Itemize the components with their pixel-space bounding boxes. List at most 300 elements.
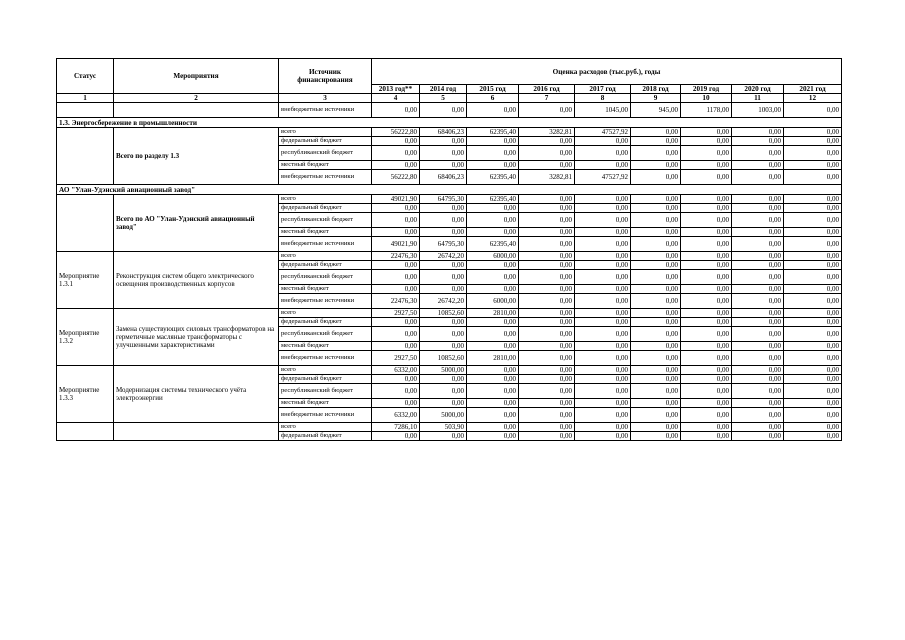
value-cell: 0,00 <box>732 351 784 366</box>
value-cell: 0,00 <box>420 384 467 399</box>
status-cell: Мероприятие 1.3.3 <box>57 366 114 423</box>
value-cell: 0,00 <box>467 318 519 327</box>
value-cell: 0,00 <box>575 423 631 432</box>
value-cell: 0,00 <box>372 318 420 327</box>
column-number: 5 <box>420 94 467 103</box>
value-cell: 0,00 <box>575 146 631 161</box>
value-cell: 0,00 <box>519 366 575 375</box>
value-cell: 49021,90 <box>372 237 420 252</box>
value-cell: 0,00 <box>372 285 420 294</box>
value-cell: 49021,90 <box>372 195 420 204</box>
value-cell: 0,00 <box>519 270 575 285</box>
section-title: АО "Улан-Удэнский авиационный завод" <box>57 185 842 195</box>
value-cell: 0,00 <box>631 408 681 423</box>
value-cell: 3282,81 <box>519 128 575 137</box>
value-cell: 0,00 <box>681 399 732 408</box>
value-cell: 0,00 <box>784 237 842 252</box>
value-cell: 0,00 <box>631 384 681 399</box>
value-cell: 0,00 <box>467 103 519 118</box>
total-label: Всего по АО "Улан-Удэнский авиационный завод" <box>114 195 279 252</box>
value-cell: 0,00 <box>420 342 467 351</box>
activity-cell: Реконструкция систем общего электрического освещения производственных корпусов <box>114 252 279 309</box>
value-cell: 0,00 <box>784 432 842 441</box>
year-header: 2017 год <box>575 85 631 94</box>
header-source: Источник финансирования <box>279 59 372 94</box>
value-cell: 0,00 <box>575 213 631 228</box>
year-header: 2021 год <box>784 85 842 94</box>
value-cell: 0,00 <box>467 285 519 294</box>
value-cell: 0,00 <box>732 137 784 146</box>
activity-cell: Модернизация системы технического учёта электроэнергии <box>114 366 279 423</box>
value-cell: 0,00 <box>681 285 732 294</box>
value-cell: 0,00 <box>519 285 575 294</box>
value-cell: 6332,00 <box>372 408 420 423</box>
value-cell: 0,00 <box>575 375 631 384</box>
value-cell: 0,00 <box>575 351 631 366</box>
source-cell: федеральный бюджет <box>279 318 372 327</box>
value-cell: 945,00 <box>631 103 681 118</box>
source-cell: всего <box>279 128 372 137</box>
value-cell: 0,00 <box>732 366 784 375</box>
value-cell: 0,00 <box>420 146 467 161</box>
value-cell: 0,00 <box>420 228 467 237</box>
value-cell: 0,00 <box>575 432 631 441</box>
value-cell: 0,00 <box>420 204 467 213</box>
value-cell: 0,00 <box>575 252 631 261</box>
value-cell: 0,00 <box>372 399 420 408</box>
value-cell: 0,00 <box>519 318 575 327</box>
value-cell: 0,00 <box>631 270 681 285</box>
value-cell: 7286,10 <box>372 423 420 432</box>
value-cell: 0,00 <box>372 375 420 384</box>
table-row <box>57 366 842 375</box>
source-cell: внебюджетные источники <box>279 237 372 252</box>
value-cell: 0,00 <box>681 432 732 441</box>
value-cell: 0,00 <box>732 309 784 318</box>
value-cell: 0,00 <box>732 432 784 441</box>
value-cell: 0,00 <box>420 137 467 146</box>
value-cell: 0,00 <box>519 261 575 270</box>
source-cell: федеральный бюджет <box>279 375 372 384</box>
value-cell: 0,00 <box>519 351 575 366</box>
value-cell: 0,00 <box>519 423 575 432</box>
table-row <box>57 423 842 432</box>
value-cell: 0,00 <box>420 399 467 408</box>
value-cell: 0,00 <box>784 423 842 432</box>
value-cell: 0,00 <box>420 432 467 441</box>
source-cell: внебюджетные источники <box>279 103 372 118</box>
value-cell: 0,00 <box>784 195 842 204</box>
value-cell: 64795,30 <box>420 195 467 204</box>
value-cell: 62395,40 <box>467 195 519 204</box>
value-cell: 68406,23 <box>420 170 467 185</box>
value-cell: 0,00 <box>372 228 420 237</box>
table-row <box>57 195 842 204</box>
value-cell: 0,00 <box>784 384 842 399</box>
value-cell: 0,00 <box>784 137 842 146</box>
header-estimate: Оценка расходов (тыс.руб.), годы <box>372 59 842 85</box>
value-cell: 0,00 <box>519 432 575 441</box>
value-cell: 0,00 <box>467 399 519 408</box>
value-cell: 0,00 <box>631 128 681 137</box>
column-number: 2 <box>114 94 279 103</box>
value-cell: 0,00 <box>631 161 681 170</box>
table-row <box>57 128 842 137</box>
value-cell: 0,00 <box>732 161 784 170</box>
value-cell: 0,00 <box>681 161 732 170</box>
value-cell: 62395,40 <box>467 237 519 252</box>
value-cell: 0,00 <box>467 384 519 399</box>
value-cell: 0,00 <box>372 161 420 170</box>
value-cell: 0,00 <box>784 103 842 118</box>
value-cell: 0,00 <box>784 161 842 170</box>
value-cell: 0,00 <box>732 252 784 261</box>
value-cell: 0,00 <box>575 270 631 285</box>
column-number: 11 <box>732 94 784 103</box>
value-cell: 0,00 <box>631 213 681 228</box>
year-header: 2013 год** <box>372 85 420 94</box>
status-cell: Мероприятие 1.3.2 <box>57 309 114 366</box>
value-cell: 0,00 <box>372 342 420 351</box>
value-cell: 0,00 <box>681 342 732 351</box>
value-cell: 0,00 <box>784 318 842 327</box>
source-cell: местный бюджет <box>279 342 372 351</box>
header-activity: Мероприятия <box>114 59 279 94</box>
column-number: 12 <box>784 94 842 103</box>
value-cell: 0,00 <box>631 342 681 351</box>
activity-cell <box>114 423 279 441</box>
source-cell: внебюджетные источники <box>279 170 372 185</box>
value-cell: 0,00 <box>681 146 732 161</box>
year-header: 2018 год <box>631 85 681 94</box>
column-number: 3 <box>279 94 372 103</box>
value-cell: 0,00 <box>631 170 681 185</box>
value-cell: 0,00 <box>784 399 842 408</box>
value-cell: 0,00 <box>372 146 420 161</box>
value-cell: 0,00 <box>420 285 467 294</box>
value-cell: 6000,00 <box>467 294 519 309</box>
value-cell: 0,00 <box>732 423 784 432</box>
value-cell: 0,00 <box>575 285 631 294</box>
value-cell: 0,00 <box>784 294 842 309</box>
activity-cell <box>114 103 279 118</box>
value-cell: 62395,40 <box>467 170 519 185</box>
value-cell: 0,00 <box>631 237 681 252</box>
source-cell: всего <box>279 309 372 318</box>
value-cell: 22476,30 <box>372 294 420 309</box>
value-cell: 0,00 <box>732 384 784 399</box>
value-cell: 0,00 <box>784 261 842 270</box>
value-cell: 0,00 <box>732 213 784 228</box>
value-cell: 0,00 <box>467 375 519 384</box>
value-cell: 0,00 <box>372 204 420 213</box>
source-cell: федеральный бюджет <box>279 261 372 270</box>
source-cell: внебюджетные источники <box>279 408 372 423</box>
value-cell: 0,00 <box>467 366 519 375</box>
value-cell: 0,00 <box>420 375 467 384</box>
source-cell: всего <box>279 366 372 375</box>
value-cell: 0,00 <box>732 408 784 423</box>
value-cell: 2927,50 <box>372 351 420 366</box>
value-cell: 0,00 <box>784 128 842 137</box>
value-cell: 0,00 <box>467 204 519 213</box>
value-cell: 0,00 <box>631 137 681 146</box>
source-cell: местный бюджет <box>279 399 372 408</box>
value-cell: 0,00 <box>519 342 575 351</box>
source-cell: республиканский бюджет <box>279 146 372 161</box>
value-cell: 2810,00 <box>467 309 519 318</box>
value-cell: 0,00 <box>575 399 631 408</box>
value-cell: 0,00 <box>784 351 842 366</box>
year-header: 2015 год <box>467 85 519 94</box>
value-cell: 0,00 <box>631 327 681 342</box>
value-cell: 0,00 <box>519 204 575 213</box>
value-cell: 0,00 <box>631 195 681 204</box>
value-cell: 0,00 <box>732 204 784 213</box>
value-cell: 0,00 <box>575 366 631 375</box>
value-cell: 0,00 <box>681 252 732 261</box>
value-cell: 0,00 <box>420 161 467 170</box>
value-cell: 0,00 <box>372 213 420 228</box>
value-cell: 0,00 <box>681 195 732 204</box>
value-cell: 0,00 <box>420 261 467 270</box>
value-cell: 5000,00 <box>420 408 467 423</box>
value-cell: 0,00 <box>732 128 784 137</box>
value-cell: 0,00 <box>784 309 842 318</box>
value-cell: 68406,23 <box>420 128 467 137</box>
value-cell: 47527,92 <box>575 170 631 185</box>
value-cell: 0,00 <box>732 318 784 327</box>
value-cell: 0,00 <box>681 375 732 384</box>
source-cell: местный бюджет <box>279 228 372 237</box>
value-cell: 1178,00 <box>681 103 732 118</box>
value-cell: 0,00 <box>467 423 519 432</box>
source-cell: местный бюджет <box>279 285 372 294</box>
value-cell: 56222,80 <box>372 128 420 137</box>
value-cell: 0,00 <box>732 375 784 384</box>
value-cell: 0,00 <box>631 366 681 375</box>
column-number: 4 <box>372 94 420 103</box>
value-cell: 0,00 <box>575 318 631 327</box>
value-cell: 0,00 <box>420 103 467 118</box>
activity-cell: Замена существующих силовых трансформаторов на герметичные масляные трансформаторы с улучшенными характеристиками <box>114 309 279 366</box>
year-header: 2014 год <box>420 85 467 94</box>
value-cell: 0,00 <box>681 294 732 309</box>
column-number: 8 <box>575 94 631 103</box>
budget-table <box>56 58 842 441</box>
value-cell: 0,00 <box>681 128 732 137</box>
value-cell: 0,00 <box>631 252 681 261</box>
value-cell: 0,00 <box>372 103 420 118</box>
value-cell: 0,00 <box>631 261 681 270</box>
value-cell: 0,00 <box>467 408 519 423</box>
value-cell: 10852,60 <box>420 309 467 318</box>
value-cell: 0,00 <box>575 228 631 237</box>
value-cell: 503,90 <box>420 423 467 432</box>
year-header: 2016 год <box>519 85 575 94</box>
value-cell: 0,00 <box>575 261 631 270</box>
value-cell: 0,00 <box>467 213 519 228</box>
value-cell: 2927,50 <box>372 309 420 318</box>
source-cell: всего <box>279 252 372 261</box>
value-cell: 0,00 <box>519 103 575 118</box>
value-cell: 0,00 <box>784 270 842 285</box>
value-cell: 0,00 <box>519 309 575 318</box>
value-cell: 0,00 <box>575 237 631 252</box>
value-cell: 0,00 <box>681 423 732 432</box>
value-cell: 0,00 <box>681 237 732 252</box>
column-number: 6 <box>467 94 519 103</box>
value-cell: 0,00 <box>732 327 784 342</box>
value-cell: 26742,20 <box>420 252 467 261</box>
value-cell: 0,00 <box>631 204 681 213</box>
value-cell: 0,00 <box>631 294 681 309</box>
value-cell: 0,00 <box>519 161 575 170</box>
section-title: 1.3. Энергосбережение в промышленности <box>57 118 842 128</box>
value-cell: 0,00 <box>784 252 842 261</box>
value-cell: 0,00 <box>467 432 519 441</box>
source-cell: федеральный бюджет <box>279 137 372 146</box>
value-cell: 0,00 <box>519 327 575 342</box>
value-cell: 0,00 <box>420 270 467 285</box>
header-status: Статус <box>57 59 114 94</box>
value-cell: 56222,80 <box>372 170 420 185</box>
status-cell <box>57 195 114 252</box>
value-cell: 10852,60 <box>420 351 467 366</box>
value-cell: 0,00 <box>681 366 732 375</box>
value-cell: 0,00 <box>372 137 420 146</box>
value-cell: 0,00 <box>681 204 732 213</box>
source-cell: республиканский бюджет <box>279 384 372 399</box>
value-cell: 0,00 <box>631 228 681 237</box>
value-cell: 0,00 <box>784 213 842 228</box>
table-row <box>57 252 842 261</box>
source-cell: внебюджетные источники <box>279 351 372 366</box>
value-cell: 0,00 <box>631 318 681 327</box>
value-cell: 0,00 <box>732 399 784 408</box>
value-cell: 0,00 <box>631 432 681 441</box>
value-cell: 0,00 <box>372 384 420 399</box>
column-number: 1 <box>57 94 114 103</box>
status-cell: Мероприятие 1.3.1 <box>57 252 114 309</box>
source-cell: федеральный бюджет <box>279 432 372 441</box>
value-cell: 0,00 <box>784 366 842 375</box>
value-cell: 0,00 <box>467 161 519 170</box>
value-cell: 0,00 <box>519 384 575 399</box>
value-cell: 0,00 <box>631 309 681 318</box>
value-cell: 0,00 <box>681 137 732 146</box>
value-cell: 0,00 <box>372 432 420 441</box>
value-cell: 0,00 <box>467 146 519 161</box>
value-cell: 0,00 <box>420 318 467 327</box>
value-cell: 0,00 <box>519 237 575 252</box>
status-cell <box>57 423 114 441</box>
value-cell: 0,00 <box>372 327 420 342</box>
value-cell: 0,00 <box>732 237 784 252</box>
year-header: 2020 год <box>732 85 784 94</box>
value-cell: 0,00 <box>519 252 575 261</box>
value-cell: 0,00 <box>519 399 575 408</box>
value-cell: 0,00 <box>732 342 784 351</box>
value-cell: 64795,30 <box>420 237 467 252</box>
value-cell: 0,00 <box>575 294 631 309</box>
source-cell: федеральный бюджет <box>279 204 372 213</box>
value-cell: 0,00 <box>732 146 784 161</box>
value-cell: 0,00 <box>681 318 732 327</box>
value-cell: 0,00 <box>519 195 575 204</box>
value-cell: 0,00 <box>575 342 631 351</box>
source-cell: республиканский бюджет <box>279 270 372 285</box>
source-cell: местный бюджет <box>279 161 372 170</box>
value-cell: 0,00 <box>575 384 631 399</box>
value-cell: 0,00 <box>575 137 631 146</box>
value-cell: 0,00 <box>784 408 842 423</box>
value-cell: 0,00 <box>732 285 784 294</box>
column-number: 9 <box>631 94 681 103</box>
value-cell: 0,00 <box>519 146 575 161</box>
value-cell: 0,00 <box>467 342 519 351</box>
source-cell: республиканский бюджет <box>279 213 372 228</box>
source-cell: внебюджетные источники <box>279 294 372 309</box>
column-number: 7 <box>519 94 575 103</box>
value-cell: 0,00 <box>575 408 631 423</box>
status-cell <box>57 128 114 185</box>
value-cell: 0,00 <box>631 285 681 294</box>
section-row <box>57 118 842 128</box>
value-cell: 0,00 <box>784 204 842 213</box>
value-cell: 0,00 <box>467 327 519 342</box>
value-cell: 1003,00 <box>732 103 784 118</box>
value-cell: 2810,00 <box>467 351 519 366</box>
value-cell: 0,00 <box>575 309 631 318</box>
value-cell: 0,00 <box>467 261 519 270</box>
value-cell: 0,00 <box>681 351 732 366</box>
value-cell: 0,00 <box>681 170 732 185</box>
value-cell: 0,00 <box>372 270 420 285</box>
value-cell: 0,00 <box>732 294 784 309</box>
value-cell: 6332,00 <box>372 366 420 375</box>
value-cell: 0,00 <box>681 228 732 237</box>
value-cell: 0,00 <box>575 161 631 170</box>
value-cell: 0,00 <box>631 375 681 384</box>
value-cell: 0,00 <box>784 327 842 342</box>
value-cell: 0,00 <box>784 228 842 237</box>
total-label: Всего по разделу 1.3 <box>114 128 279 185</box>
value-cell: 22476,30 <box>372 252 420 261</box>
value-cell: 0,00 <box>681 408 732 423</box>
table-row <box>57 309 842 318</box>
value-cell: 0,00 <box>467 137 519 146</box>
value-cell: 0,00 <box>784 342 842 351</box>
value-cell: 0,00 <box>732 270 784 285</box>
value-cell: 0,00 <box>784 146 842 161</box>
value-cell: 6000,00 <box>467 252 519 261</box>
value-cell: 0,00 <box>519 213 575 228</box>
value-cell: 0,00 <box>784 375 842 384</box>
value-cell: 1045,00 <box>575 103 631 118</box>
value-cell: 0,00 <box>681 270 732 285</box>
value-cell: 0,00 <box>519 375 575 384</box>
value-cell: 0,00 <box>420 327 467 342</box>
table-row <box>57 103 842 118</box>
value-cell: 5000,00 <box>420 366 467 375</box>
value-cell: 0,00 <box>467 270 519 285</box>
value-cell: 0,00 <box>631 146 681 161</box>
value-cell: 0,00 <box>681 213 732 228</box>
value-cell: 0,00 <box>519 137 575 146</box>
value-cell: 0,00 <box>732 228 784 237</box>
value-cell: 0,00 <box>681 261 732 270</box>
